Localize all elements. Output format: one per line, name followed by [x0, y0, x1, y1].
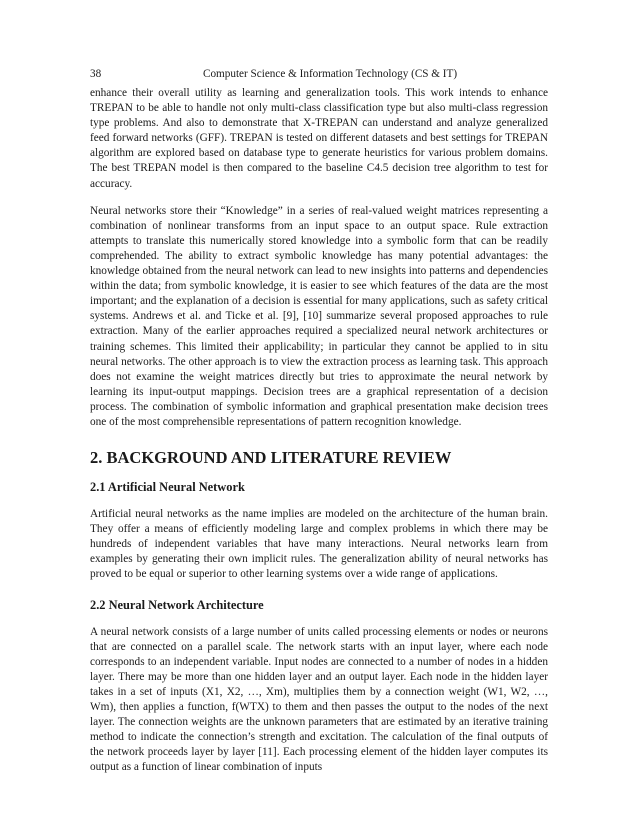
- journal-title: Computer Science & Information Technology (CS & IT): [203, 68, 458, 80]
- subsection-heading-architecture: 2.2 Neural Network Architecture: [90, 597, 264, 612]
- paragraph-neural-knowledge: Neural networks store their “Knowledge” in a series of real-valued weight matrices representing a combination of nonlinear transforms from an input space to an output space. Rule extraction attempts to translate this numerically stored knowledge into a symbolic form that can be readily comprehended. The ability to extract symbolic knowledge has many potential advantages: the knowledge obtained from the neural network can lead to new insights into patterns and dependencies within the data; from symbolic knowledge, it is easier to see which features of the data are the most important; and the explanation of a decision is essential for many applications, such as safety critical systems. Andrews et al. and Ticke et al. [9], [10] summarize several proposed approaches to rule extraction. Many of the earlier approaches required a specialized neural network architectures or training schemes. This limited their applicability; in particular they cannot be applied to in situ neural networks. The other approach is to view the extraction process as learning task. This approach does not examine the weight matrices directly but tries to approximate the neural network by learning its input-output mappings. Decision trees are a graphical representation of a decision process. The combination of symbolic information and graphical presentation make decision trees one of the most comprehensible representations of pattern recognition knowledge.: [90, 204, 548, 428]
- subsection-heading-ann: 2.1 Artificial Neural Network: [90, 480, 245, 495]
- paragraph-intro-continued: enhance their overall utility as learning and generalization tools. This work intends to enhance TREPAN to be able to handle not only multi-class classification type but also multi-class regression type problems. And also to demonstrate that X-TREPAN can understand and analyze generalized feed forward networks (GFF). TREPAN is tested on different datasets and best settings for TREPAN algorithm are explored based on database type to generate heuristics for various problem domains. The best TREPAN model is then compared to the baseline C4.5 decision tree algorithm to test for accuracy.: [90, 87, 548, 190]
- running-header: [90, 68, 548, 84]
- paragraph-ann: Artificial neural networks as the name implies are modeled on the architecture of the human brain. They offer a means of efficiently modeling large and complex problems in which there may be hundreds of independent variables that have many interactions. Neural networks learn from examples by generating their own implicit rules. The generalization ability of neural networks has proved to be equal or superior to other learning systems over a wide range of applications.: [90, 508, 548, 581]
- page-number: 38: [90, 68, 102, 80]
- section-heading-background: 2. BACKGROUND AND LITERATURE REVIEW: [90, 448, 452, 468]
- body-content: [90, 86, 548, 775]
- paragraph-architecture: A neural network consists of a large number of units called processing elements or nodes or neurons that are connected on a parallel scale. The network starts with an input layer, where each node corresponds to an independent variable. Input nodes are connected to a number of nodes in a hidden layer. There may be more than one hidden layer and an output layer. Each node in the hidden layer takes in a set of inputs (X1, X2, …, Xm), multiplies them by a connection weight (W1, W2, …, Wm), then applies a function, f(WTX) to them and then passes the output to the nodes of the next layer. The connection weights are the unknown parameters that are estimated by an iterative training method to indicate the connection’s strength and excitation. The calculation of the final outputs of the network proceeds layer by layer [11]. Each processing element of the hidden layer computes its output as a function of linear combination of inputs: [90, 625, 548, 774]
